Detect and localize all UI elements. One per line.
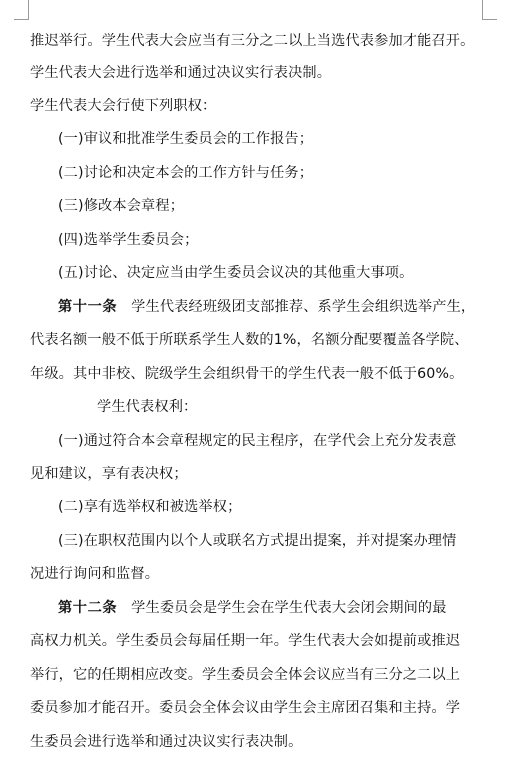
paragraph-line: 代表名额一般不低于所联系学生人数的1%，名额分配要覆盖各学院、 bbox=[30, 332, 469, 348]
list-item: (五)讨论、决定应当由学生委员会议决的其他重大事项。 bbox=[58, 265, 414, 281]
paragraph-line: 学生代表大会进行选举和通过决议实行表决制。 bbox=[30, 65, 332, 81]
crop-mark-top-left-vertical bbox=[28, 0, 29, 20]
article-12-text: 学生委员会是学生会在学生代表大会闭会期间的最 bbox=[131, 600, 447, 616]
paragraph-line: 况进行询问和监督。 bbox=[30, 566, 160, 582]
section-subheading: 学生代表权利： bbox=[97, 399, 198, 415]
list-item: (一)通过符合本会章程规定的民主程序，在学代会上充分发表意 bbox=[58, 433, 457, 449]
paragraph-line: 年级。其中非校、院级学生会组织骨干的学生代表一般不低于60%。 bbox=[30, 366, 464, 382]
paragraph-line: 举行，它的任期相应改变。学生委员会全体会议应当有三分之二以上 bbox=[30, 667, 461, 683]
article-11-heading: 第十一条 bbox=[58, 299, 118, 315]
crop-mark-top-left-horizontal bbox=[14, 19, 29, 20]
paragraph-line: 高权力机关。学生委员会每届任期一年。学生代表大会如提前或推迟 bbox=[30, 633, 461, 649]
list-item: (二)享有选举权和被选举权； bbox=[58, 499, 242, 515]
crop-mark-top-right-vertical bbox=[482, 0, 483, 20]
paragraph-line: 学生代表大会行使下列职权： bbox=[30, 98, 217, 114]
paragraph-line: 见和建议，享有表决权； bbox=[30, 466, 188, 482]
list-item: (二)讨论和决定本会的工作方针与任务； bbox=[58, 165, 314, 181]
list-item: (四)选举学生委员会； bbox=[58, 232, 199, 248]
list-item: (三)修改本会章程； bbox=[58, 198, 185, 214]
article-12-first-line bbox=[58, 599, 447, 617]
paragraph-line: 委员参加才能召开。委员会全体会议由学生会主席团召集和主持。学 bbox=[30, 700, 461, 716]
paragraph-line: 生委员会进行选举和通过决议实行表决制。 bbox=[30, 734, 303, 750]
list-item: (一)审议和批准学生委员会的工作报告； bbox=[58, 131, 314, 147]
list-item: (三)在职权范围内以个人或联名方式提出提案，并对提案办理情 bbox=[58, 533, 457, 549]
article-11-text: 学生代表经班级团支部推荐、系学生会组织选举产生， bbox=[131, 299, 476, 315]
paragraph-line: 推迟举行。学生代表大会应当有三分之二以上当选代表参加才能召开。 bbox=[30, 33, 475, 49]
article-12-heading: 第十二条 bbox=[58, 600, 118, 616]
article-11-first-line bbox=[58, 298, 475, 316]
crop-mark-top-right-horizontal bbox=[482, 19, 497, 20]
